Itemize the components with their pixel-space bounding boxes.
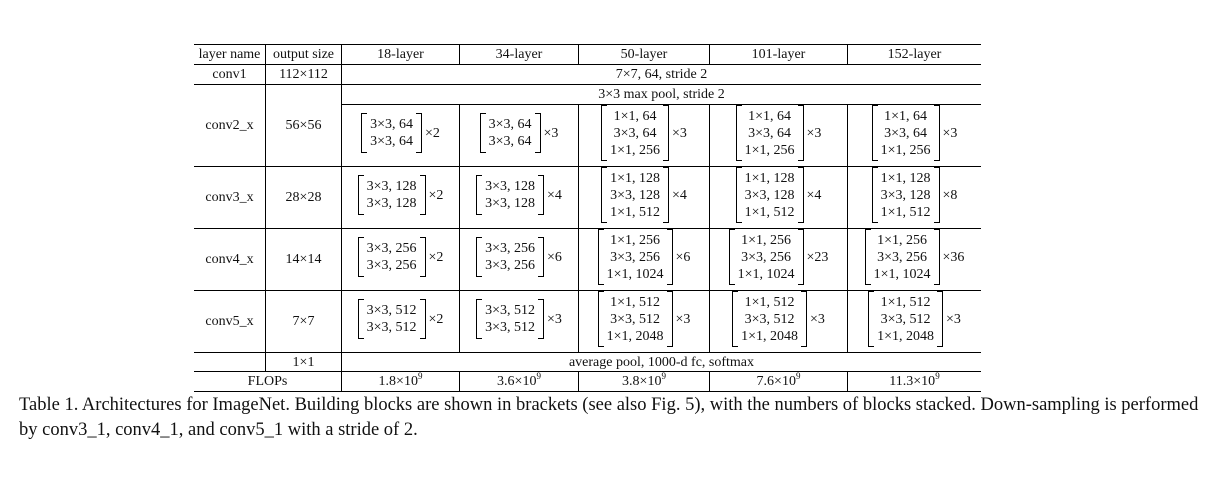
right-bracket [667, 229, 673, 285]
block-layer-line: 3×3, 128 [880, 187, 931, 203]
output-size-cell: 56×56 [266, 85, 342, 167]
table-row-conv3-x [194, 167, 981, 229]
table-row-conv1 [194, 65, 981, 85]
table-caption: Table 1. Architectures for ImageNet. Building blocks are shown in brackets (see also Fig. 5), with the numbers of blocks stacked. Down-sampling is performed by conv3_1, conv4_1, and conv5_1 with a stride of 2. [19, 395, 1199, 440]
flops-base: 7.6×10 [756, 374, 796, 389]
flops-exponent: 9 [536, 371, 541, 381]
right-bracket [538, 237, 544, 277]
block-layer-line: 1×1, 64 [884, 108, 927, 124]
output-size-cell: 28×28 [266, 167, 342, 229]
block-multiplier: ×3 [543, 125, 559, 141]
right-bracket [801, 291, 807, 347]
table-row-conv4-x [194, 229, 981, 291]
block-multiplier: ×2 [425, 125, 440, 141]
block-multiplier: ×3 [942, 125, 958, 141]
block-layer-line: 1×1, 64 [748, 108, 791, 124]
header-50-layer: 50-layer [579, 45, 710, 65]
flops-base: 3.8×10 [622, 374, 662, 389]
flops-base: 1.8×10 [378, 374, 418, 389]
block-layer-line: 3×3, 64 [370, 134, 413, 149]
layer-name-cell: conv4_x [194, 229, 266, 291]
block-layers [367, 116, 416, 150]
block-layer-line: 3×3, 512 [744, 311, 795, 327]
block-layer-line: 3×3, 64 [370, 117, 413, 132]
block-multiplier: ×4 [672, 187, 687, 203]
bracketed-block [598, 229, 691, 285]
block-layers [742, 108, 798, 159]
block-multiplier: ×3 [672, 125, 687, 141]
flops-label-cell: FLOPs [194, 372, 342, 392]
right-bracket [535, 113, 541, 153]
bracketed-block [476, 299, 562, 339]
block-layer-line: 3×3, 256 [741, 249, 791, 265]
flops-value-cell [460, 372, 579, 392]
block-multiplier: ×8 [942, 187, 958, 203]
block-layer-line: 3×3, 128 [610, 187, 660, 203]
block-cell [342, 291, 460, 353]
bracketed-block [476, 175, 562, 215]
layer-name-cell: conv1 [194, 65, 266, 85]
bracketed-block [729, 229, 829, 285]
block-multiplier: ×2 [428, 311, 444, 327]
block-multiplier: ×6 [675, 249, 691, 265]
block-layer-line: 1×1, 512 [880, 204, 931, 220]
flops-base: 11.3×10 [889, 374, 936, 389]
block-layer-line: 3×3, 512 [366, 303, 417, 318]
flops-exponent: 9 [417, 371, 423, 381]
block-layers [364, 178, 420, 212]
block-cell [579, 229, 710, 291]
right-bracket [934, 229, 940, 285]
block-layer-line: 1×1, 512 [744, 204, 795, 220]
flops-value-cell [579, 372, 710, 392]
bracketed-block [476, 237, 562, 277]
block-cell [579, 167, 710, 229]
block-layer-line: 3×3, 256 [485, 241, 535, 256]
header-152-layer: 152-layer [848, 45, 982, 65]
block-layers [604, 294, 667, 345]
block-layer-line: 1×1, 256 [610, 142, 660, 158]
block-layer-line: 3×3, 128 [485, 179, 535, 194]
block-cell [710, 167, 848, 229]
block-layer-line: 3×3, 64 [613, 125, 657, 141]
block-layer-line: 3×3, 512 [880, 311, 931, 327]
block-layer-line: 1×1, 128 [880, 170, 931, 186]
block-layer-line: 1×1, 2048 [741, 328, 798, 344]
block-cell [579, 105, 710, 167]
header-layer-name: layer name [194, 45, 266, 65]
bracketed-block [358, 237, 444, 277]
right-bracket [798, 105, 804, 161]
block-layer-line: 1×1, 512 [610, 294, 660, 310]
block-multiplier: ×36 [942, 249, 965, 265]
header-34-layer: 34-layer [460, 45, 579, 65]
block-layer-line: 3×3, 64 [488, 117, 532, 132]
block-layers [878, 170, 934, 221]
block-layers [364, 302, 420, 336]
block-layer-line: 1×1, 128 [610, 170, 660, 186]
layer-name-cell: conv5_x [194, 291, 266, 353]
block-layers [604, 232, 667, 283]
block-layer-line: 3×3, 512 [485, 320, 535, 335]
table-row-avgpool [194, 353, 981, 372]
header-101-layer: 101-layer [710, 45, 848, 65]
block-multiplier: ×2 [428, 187, 444, 203]
right-bracket [416, 113, 422, 153]
block-layers [364, 240, 420, 274]
block-layers [486, 116, 535, 150]
block-cell [342, 229, 460, 291]
bracketed-block [736, 167, 822, 223]
bracketed-block [732, 291, 825, 347]
right-bracket [538, 299, 544, 339]
block-layer-line: 1×1, 1024 [737, 266, 795, 282]
block-layers [482, 302, 538, 336]
table-row-flops [194, 372, 981, 392]
right-bracket [420, 237, 426, 277]
output-size-cell: 14×14 [266, 229, 342, 291]
block-layer-line: 3×3, 64 [884, 125, 927, 141]
bracketed-block [601, 167, 687, 223]
block-cell [342, 167, 460, 229]
right-bracket [420, 299, 426, 339]
flops-exponent: 9 [661, 371, 666, 381]
right-bracket [934, 167, 940, 223]
block-layers [871, 232, 934, 283]
block-layer-line: 3×3, 256 [877, 249, 927, 265]
block-layers [738, 294, 801, 345]
block-cell [710, 105, 848, 167]
bracketed-block [872, 105, 958, 161]
block-layer-line: 1×1, 256 [741, 232, 791, 248]
flops-value-cell [848, 372, 982, 392]
block-layers [874, 294, 937, 345]
output-size-cell: 7×7 [266, 291, 342, 353]
right-bracket [798, 167, 804, 223]
block-layer-line: 3×3, 512 [610, 311, 660, 327]
block-cell [848, 105, 982, 167]
block-layer-line: 3×3, 128 [485, 196, 535, 211]
header-output-size: output size [266, 45, 342, 65]
bracketed-block [868, 291, 961, 347]
right-bracket [663, 167, 669, 223]
table-row-conv5-x [194, 291, 981, 353]
block-layer-line: 3×3, 128 [366, 196, 417, 211]
block-layer-line: 1×1, 256 [880, 142, 931, 158]
table-body [194, 65, 981, 392]
layer-name-cell: conv3_x [194, 167, 266, 229]
block-layer-line: 1×1, 256 [744, 142, 795, 158]
block-layer-line: 1×1, 1024 [873, 266, 931, 282]
block-multiplier: ×4 [547, 187, 562, 203]
maxpool-spec-cell: 3×3 max pool, stride 2 [342, 85, 982, 105]
block-layers [482, 240, 538, 274]
block-cell [342, 105, 460, 167]
bracketed-block [598, 291, 691, 347]
block-cell [460, 291, 579, 353]
block-cell [460, 105, 579, 167]
block-layer-line: 3×3, 64 [488, 134, 532, 149]
block-layer-line: 3×3, 256 [366, 258, 417, 273]
flops-exponent: 9 [935, 371, 940, 381]
layer-name-cell [194, 353, 266, 372]
block-cell [710, 229, 848, 291]
output-size-cell: 1×1 [266, 353, 342, 372]
block-layer-line: 3×3, 64 [748, 125, 791, 141]
block-layer-line: 1×1, 2048 [606, 328, 664, 344]
block-layer-line: 1×1, 512 [880, 294, 931, 310]
block-cell [579, 291, 710, 353]
block-layer-line: 3×3, 256 [366, 241, 417, 256]
right-bracket [934, 105, 940, 161]
bracketed-block [872, 167, 958, 223]
block-layer-line: 1×1, 512 [610, 204, 660, 220]
block-cell [460, 229, 579, 291]
bracketed-block [601, 105, 687, 161]
block-layer-line: 3×3, 256 [610, 249, 660, 265]
block-cell [460, 167, 579, 229]
header-18-layer: 18-layer [342, 45, 460, 65]
flops-exponent: 9 [795, 371, 801, 381]
flops-base: 3.6×10 [497, 374, 537, 389]
block-layers [482, 178, 538, 212]
block-multiplier: ×3 [946, 311, 961, 327]
block-layer-line: 1×1, 256 [610, 232, 660, 248]
layer-name-cell: conv2_x [194, 85, 266, 167]
block-multiplier: ×2 [428, 249, 444, 265]
block-cell [848, 167, 982, 229]
block-multiplier: ×3 [810, 311, 825, 327]
block-layers [607, 170, 663, 221]
flops-value-cell [710, 372, 848, 392]
header-row [194, 45, 981, 65]
architecture-table [194, 44, 981, 392]
block-layers [735, 232, 798, 283]
block-cell [848, 229, 982, 291]
bracketed-block [358, 175, 444, 215]
block-layer-line: 3×3, 512 [485, 303, 535, 318]
bracketed-block [358, 299, 444, 339]
block-multiplier: ×6 [547, 249, 562, 265]
right-bracket [798, 229, 804, 285]
block-layer-line: 3×3, 256 [485, 258, 535, 273]
block-layers [607, 108, 663, 159]
block-layer-line: 1×1, 128 [744, 170, 795, 186]
block-multiplier: ×3 [806, 125, 822, 141]
bracketed-block [865, 229, 965, 285]
output-size-cell: 112×112 [266, 65, 342, 85]
block-cell [848, 291, 982, 353]
block-layers [878, 108, 934, 159]
bracketed-block [361, 113, 440, 153]
flops-value-cell [342, 372, 460, 392]
block-layers [742, 170, 798, 221]
block-layer-line: 1×1, 1024 [606, 266, 664, 282]
table-row-pool [194, 85, 981, 105]
block-multiplier: ×3 [675, 311, 691, 327]
right-bracket [667, 291, 673, 347]
block-layer-line: 3×3, 128 [744, 187, 795, 203]
conv1-spec-cell: 7×7, 64, stride 2 [342, 65, 982, 85]
block-multiplier: ×4 [806, 187, 822, 203]
block-layer-line: 1×1, 256 [877, 232, 927, 248]
right-bracket [420, 175, 426, 215]
right-bracket [937, 291, 943, 347]
block-layer-line: 3×3, 128 [366, 179, 417, 194]
right-bracket [538, 175, 544, 215]
right-bracket [663, 105, 669, 161]
avgpool-spec-cell: average pool, 1000-d fc, softmax [342, 353, 982, 372]
block-layer-line: 3×3, 512 [366, 320, 417, 335]
block-multiplier: ×3 [547, 311, 562, 327]
block-multiplier: ×23 [806, 249, 829, 265]
block-layer-line: 1×1, 2048 [877, 328, 934, 344]
block-cell [710, 291, 848, 353]
bracketed-block [480, 113, 559, 153]
bracketed-block [736, 105, 822, 161]
block-layer-line: 1×1, 512 [744, 294, 795, 310]
block-layer-line: 1×1, 64 [613, 108, 657, 124]
